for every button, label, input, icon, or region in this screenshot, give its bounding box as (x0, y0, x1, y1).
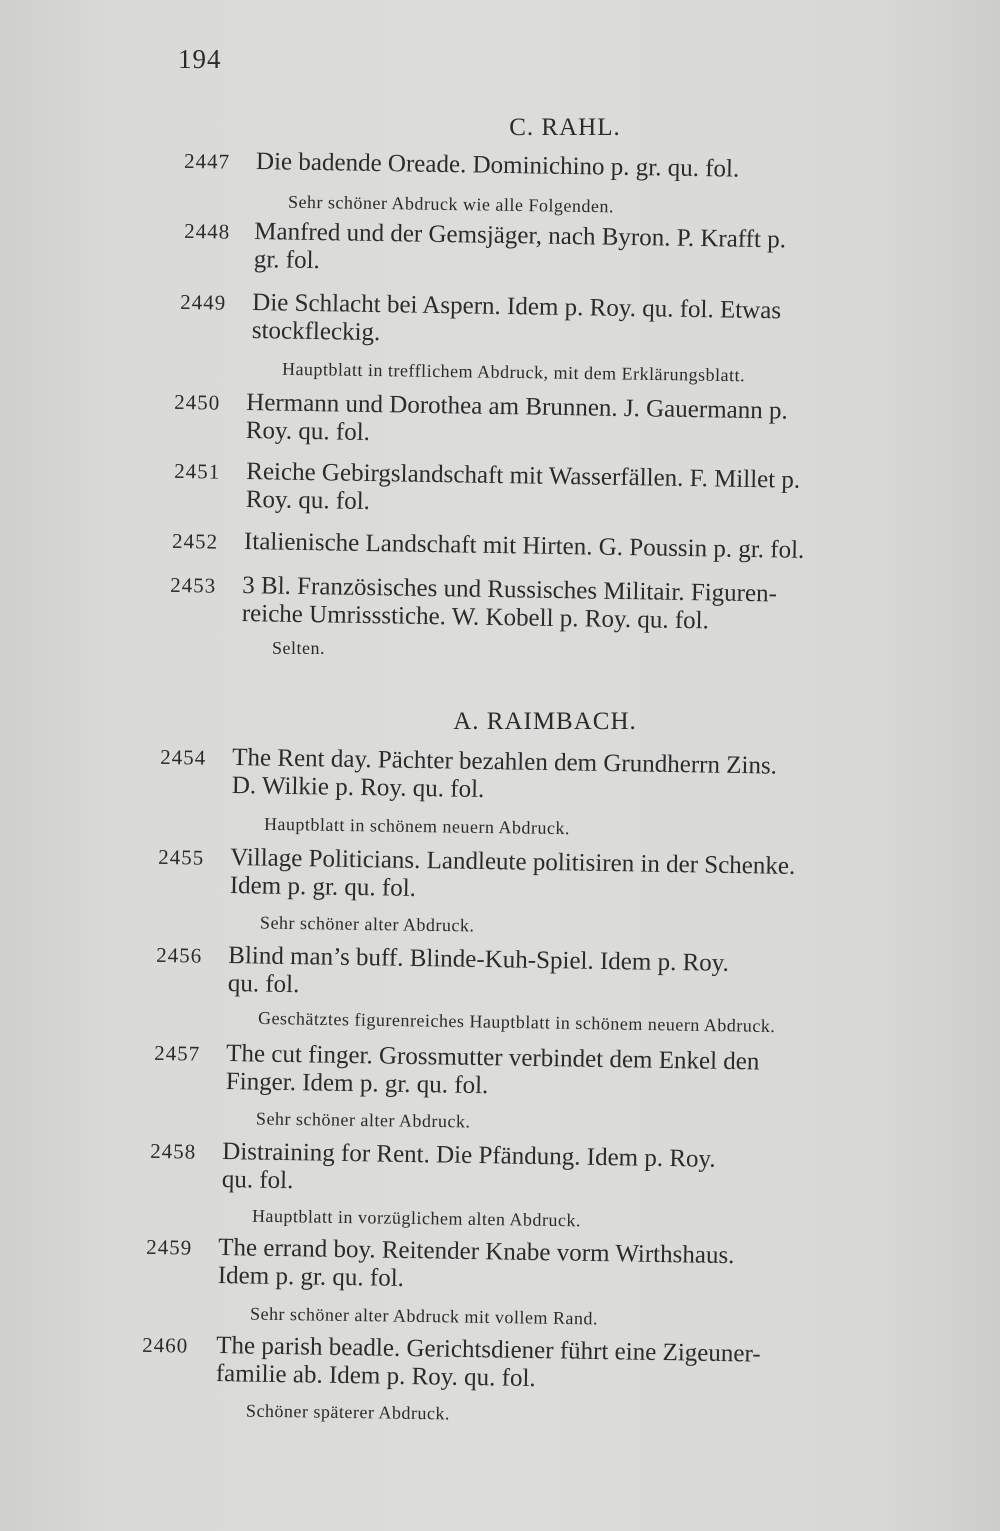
entry-text: Idem p. gr. qu. fol. (229, 872, 417, 902)
entry-text: Manfred und der Gemsjäger, nach Byron. P. Krafft p. (254, 218, 787, 254)
catalog-entry (156, 942, 989, 1010)
section-heading: A. RAIMBACH. (453, 708, 637, 735)
entry-number: 2457 (154, 1040, 201, 1066)
entry-number: 2455 (158, 844, 205, 870)
section-heading: C. RAHL. (509, 114, 621, 141)
entry-number: 2460 (142, 1332, 189, 1358)
entry-number: 2448 (184, 218, 231, 244)
entry-note: Sehr schöner alter Abdruck mit vollem Rand. (249, 1303, 599, 1329)
entry-text: Idem p. gr. qu. fol. (217, 1262, 405, 1292)
catalog-entry (154, 1040, 987, 1108)
entry-note: Sehr schöner alter Abdruck. (255, 1108, 471, 1132)
entry-text: 3 Bl. Französisches und Russisches Militair. Figuren- (242, 572, 778, 608)
entry-note: Hauptblatt in trefflichem Abdruck, mit dem Erklärungsblatt. (281, 358, 746, 386)
catalog-entry (180, 289, 1000, 357)
entry-text: Die Schlacht bei Aspern. Idem p. Roy. qu. fol. Etwas (252, 289, 782, 325)
entry-text: Die badende Oreade. Dominichino p. gr. qu. fol. (255, 148, 740, 183)
catalog-entry (150, 1138, 983, 1206)
entry-number: 2450 (174, 389, 221, 415)
entry-text: Village Politicians. Landleute politisiren in der Schenke. (230, 844, 796, 880)
entry-text: reiche Umrissstiche. W. Kobell p. Roy. qu. fol. (241, 600, 710, 635)
entry-text: Distraining for Rent. Die Pfändung. Idem p. Roy. (222, 1138, 716, 1173)
catalog-entry (170, 572, 1000, 640)
entry-number: 2452 (171, 528, 219, 554)
catalog-entry (146, 1234, 979, 1302)
catalog-entry (174, 458, 1000, 526)
entry-number: 2456 (156, 942, 203, 968)
entry-text: stockfleckig. (251, 317, 381, 347)
entry-note: Sehr schöner alter Abdruck. (259, 912, 475, 936)
entry-number: 2454 (160, 744, 207, 770)
entry-text: qu. fol. (227, 970, 300, 999)
entry-number: 2453 (170, 572, 217, 598)
entry-text: The errand boy. Reitender Knabe vorm Wirthshaus. (218, 1234, 735, 1270)
entry-text: qu. fol. (221, 1166, 294, 1195)
entry-note: Hauptblatt in schönem neuern Abdruck. (263, 813, 571, 839)
catalog-entry (184, 218, 1000, 286)
catalog-entry (158, 844, 991, 912)
entry-text: Blind man’s buff. Blinde-Kuh-Spiel. Idem p. Roy. (228, 942, 730, 977)
entry-note: Selten. (272, 638, 325, 658)
entry-number: 2459 (146, 1234, 193, 1260)
entry-text: The cut finger. Grossmutter verbindet dem Enkel den (226, 1040, 760, 1076)
entry-text: D. Wilkie p. Roy. qu. fol. (231, 772, 485, 803)
catalog-entry (160, 744, 993, 812)
entry-note: Geschätztes figurenreiches Hauptblatt in schönem neuern Abdruck. (257, 1007, 776, 1037)
entry-number: 2458 (150, 1138, 197, 1164)
entry-text: Reiche Gebirgslandschaft mit Wasserfällen. F. Millet p. (246, 458, 801, 494)
entry-text: The Rent day. Pächter bezahlen dem Grundherrn Zins. (232, 744, 778, 780)
entry-text: Italienische Landschaft mit Hirten. G. Poussin p. gr. fol. (243, 528, 805, 564)
entry-number: 2451 (174, 458, 221, 484)
entry-note: Hauptblatt in vorzüglichem alten Abdruck. (251, 1205, 582, 1231)
entry-number: 2449 (180, 289, 227, 315)
entry-number: 2447 (183, 148, 231, 174)
catalog-entry (171, 528, 1000, 568)
entry-text: Finger. Idem p. gr. qu. fol. (225, 1068, 489, 1100)
entry-text: Roy. qu. fol. (245, 417, 371, 446)
entry-text: gr. fol. (253, 246, 321, 275)
page-number: 194 (178, 44, 222, 74)
entry-note: Schöner späterer Abdruck. (245, 1400, 451, 1424)
catalog-entry (174, 389, 1000, 457)
entry-text: familie ab. Idem p. Roy. qu. fol. (215, 1360, 536, 1393)
entry-text: The parish beadle. Gerichtsdiener führt eine Zigeuner- (216, 1332, 761, 1368)
entry-note: Sehr schöner Abdruck wie alle Folgenden. (287, 191, 615, 217)
entry-text: Roy. qu. fol. (245, 486, 371, 515)
catalog-entry (183, 148, 1000, 188)
entry-text: Hermann und Dorothea am Brunnen. J. Gauermann p. (246, 389, 788, 425)
catalog-entry (142, 1332, 977, 1400)
